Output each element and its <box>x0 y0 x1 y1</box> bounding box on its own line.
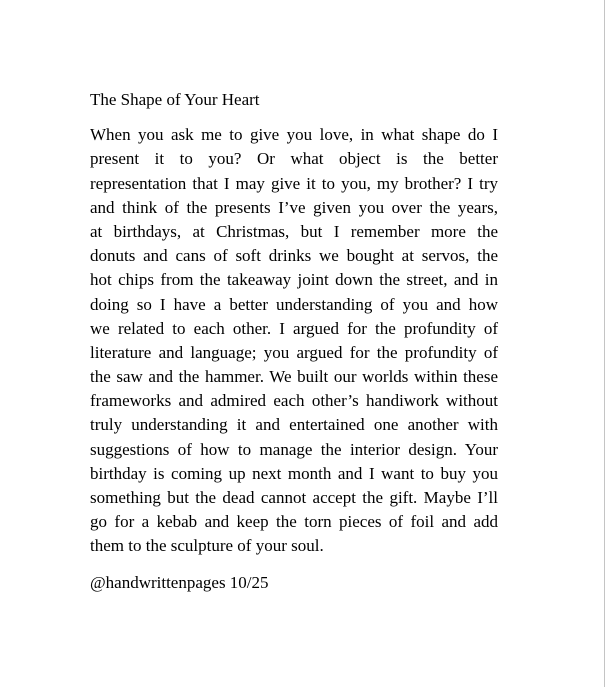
poem-line: frameworks and admired each other’s handiwork without <box>90 391 498 411</box>
poem-line: donuts and cans of soft drinks we bought at servos, the <box>90 246 498 266</box>
poem-line: birthday is coming up next month and I want to buy you <box>90 463 498 483</box>
poem-line: literature and language; you argued for the profundity of <box>90 342 498 362</box>
poem-line: something but the dead cannot accept the gift. Maybe I’ll <box>90 488 498 508</box>
poem-line: at birthdays, at Christmas, but I remember more the <box>90 221 498 241</box>
poem-line: truly understanding it and entertained one another with <box>90 415 498 435</box>
poem-line: the saw and the hammer. We built our worlds within these <box>90 367 498 387</box>
poem-line: we related to each other. I argued for the profundity of <box>90 318 498 338</box>
poem-paragraph <box>90 123 498 558</box>
poem-line: doing so I have a better understanding of you and how <box>90 294 498 314</box>
poem-line: When you ask me to give you love, in what shape do I <box>90 125 498 145</box>
poem-line: hot chips from the takeaway joint down the street, and in <box>90 270 498 290</box>
poem-content <box>90 88 498 595</box>
poem-title: The Shape of Your Heart <box>90 90 260 109</box>
author-handle: @handwrittenpages 10/25 <box>90 572 269 592</box>
poem-line: representation that I may give it to you, my brother? I try <box>90 173 498 193</box>
poem-line: go for a kebab and keep the torn pieces of foil and add <box>90 512 498 532</box>
poem-line: present it to you? Or what object is the better <box>90 149 498 169</box>
poem-line: them to the sculpture of your soul. <box>90 536 324 556</box>
poem-line: suggestions of how to manage the interior design. Your <box>90 439 498 459</box>
poem-line: and think of the presents I’ve given you over the years, <box>90 197 498 217</box>
